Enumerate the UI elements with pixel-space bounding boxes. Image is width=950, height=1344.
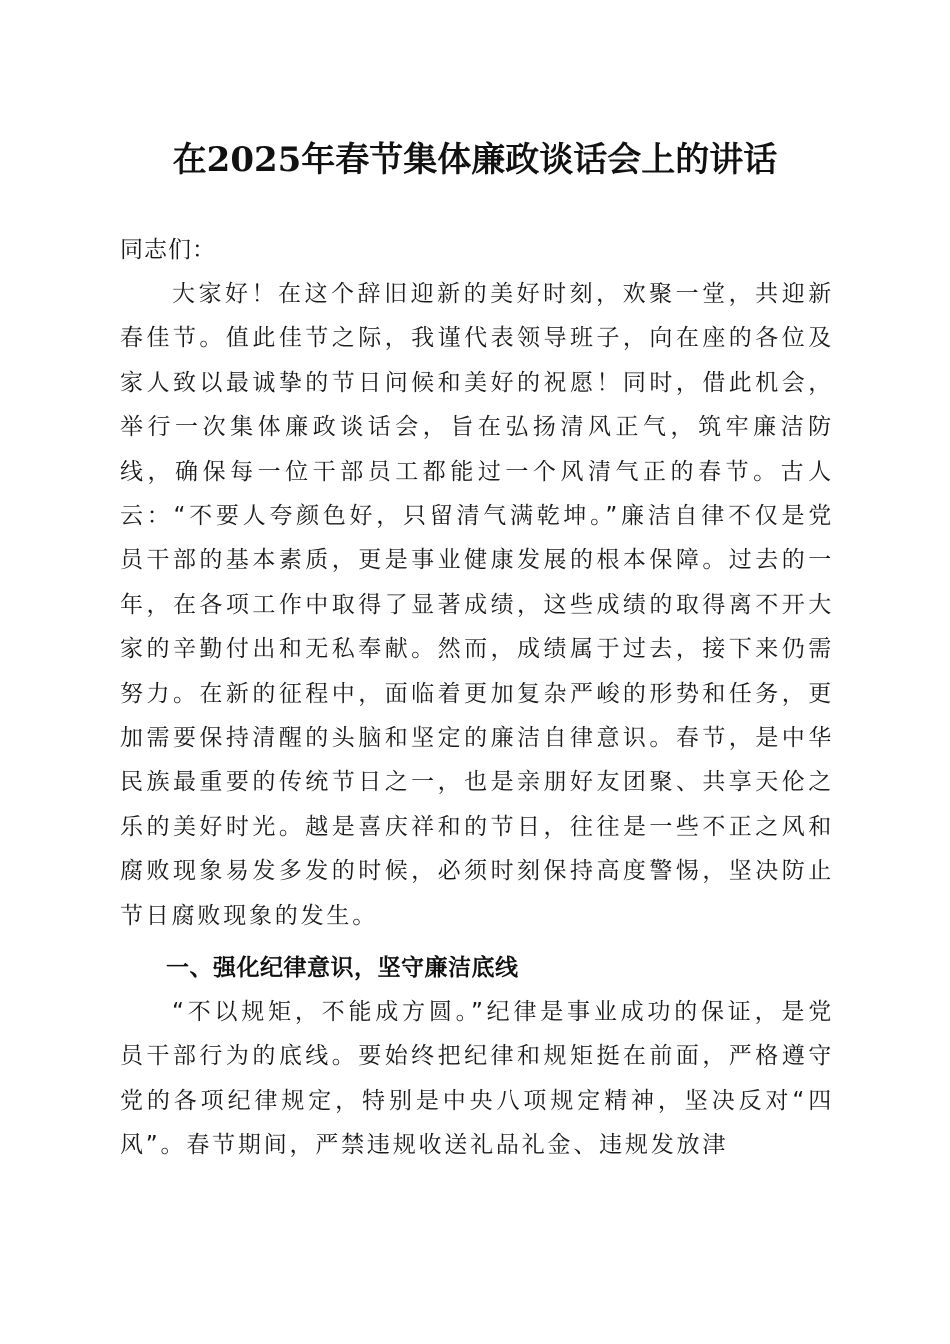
intro-paragraph: 大家好！在这个辞旧迎新的美好时刻，欢聚一堂，共迎新春佳节。值此佳节之际，我谨代表领导班子，向在座的各位及家人致以最诚挚的节日问候和美好的祝愿！同时，借此机会，举行一次集体廉政谈话会，旨在弘扬清风正气，筑牢廉洁防线，确保每一位干部员工都能过一个风清气正的春节。古人云：“不要人夸颜色好，只留清气满乾坤。”廉洁自律不仅是党员干部的基本素质，更是事业健康发展的根本保障。过去的一年，在各项工作中取得了显著成绩，这些成绩的取得离不开大家的辛勤付出和无私奉献。然而，成绩属于过去，接下来仍需努力。在新的征程中，面临着更加复杂严峻的形势和任务，更加需要保持清醒的头脑和坚定的廉洁自律意识。春节，是中华民族最重要的传统节日之一，也是亲朋好友团聚、共享天伦之乐的美好时光。越是喜庆祥和的节日，往往是一些不正之风和腐败现象易发多发的时候，必须时刻保持高度警惕，坚决防止节日腐败现象的发生。 <box>120 281 834 929</box>
document-title: 在2025年春节集体廉政谈话会上的讲话 <box>172 140 778 180</box>
salutation: 同志们： <box>120 237 216 263</box>
section-heading-discipline: 一、强化纪律意识，坚守廉洁底线 <box>166 955 519 981</box>
section-paragraph-discipline: “不以规矩，不能成方圆。”纪律是事业成功的保证，是党员干部行为的底线。要始终把纪律和规矩挺在前面，严格遵守党的各项纪律规定，特别是中央八项规定精神，坚决反对“四风”。春节期间，严禁违规收送礼品礼金、违规发放津 <box>120 999 834 1159</box>
